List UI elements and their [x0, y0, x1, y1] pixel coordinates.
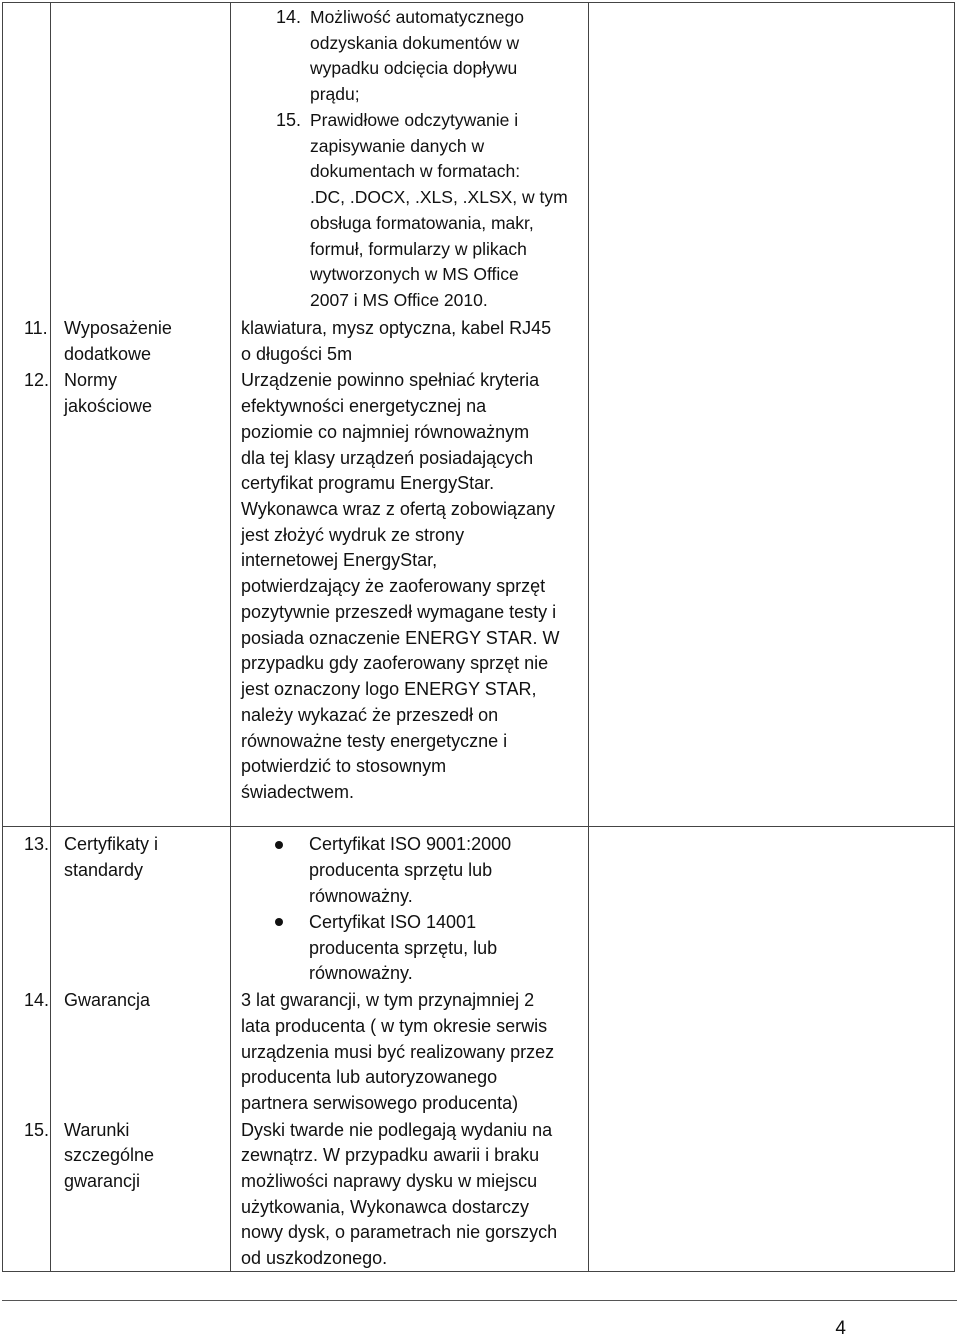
bullet-line: równoważny. [309, 963, 413, 983]
list-item-number: 15. [276, 110, 302, 130]
bullet-icon [275, 918, 283, 926]
row-number: 15. [24, 1120, 50, 1140]
row-label: Normy [64, 370, 117, 390]
row-content-line: internetowej EnergyStar, [241, 550, 438, 570]
list-item-line: obsługa formatowania, makr, [310, 213, 534, 233]
bullet-line: równoważny. [309, 886, 413, 906]
list-item-line: .DC, .DOCX, .XLS, .XLSX, w tym [310, 187, 568, 207]
row-label: jakościowe [64, 396, 153, 416]
row-label: gwarancji [64, 1171, 141, 1191]
row-label: Gwarancja [64, 990, 151, 1010]
row-content-line: urządzenia musi być realizowany przez [241, 1042, 555, 1062]
row-content-line: dla tej klasy urządzeń posiadających [241, 448, 534, 468]
list-item-line: Możliwość automatycznego [310, 7, 524, 27]
row-content-line: posiada oznaczenie ENERGY STAR. W [241, 628, 560, 648]
row-content-line: Dyski twarde nie podlegają wydaniu na [241, 1120, 553, 1140]
row-content-line: potwierdzający że zaoferowany sprzęt [241, 576, 546, 596]
row-content-line: certyfikat programu EnergyStar. [241, 473, 495, 493]
list-item-line: formuł, formularzy w plikach [310, 239, 527, 259]
list-item-line: Prawidłowe odczytywanie i [310, 110, 519, 130]
row-content-line: przypadku gdy zaoferowany sprzęt nie [241, 653, 549, 673]
bullet-line: producenta sprzętu, lub [309, 938, 498, 958]
row-label: Warunki [64, 1120, 130, 1140]
row-divider [2, 826, 955, 827]
footer-divider [2, 1300, 957, 1301]
column-divider [588, 2, 589, 1272]
row-content-line: od uszkodzonego. [241, 1248, 388, 1268]
row-content-line: jest oznaczony logo ENERGY STAR, [241, 679, 537, 699]
bullet-icon [275, 841, 283, 849]
list-item-line: odzyskania dokumentów w [310, 33, 520, 53]
row-content-line: Wykonawca wraz z ofertą zobowiązany [241, 499, 555, 519]
row-label: standardy [64, 860, 144, 880]
list-item-line: prądu; [310, 84, 360, 104]
row-label: dodatkowe [64, 344, 152, 364]
row-content-line: 3 lat gwarancji, w tym przynajmniej 2 [241, 990, 535, 1010]
list-item-line: zapisywanie danych w [310, 136, 485, 156]
row-label: Certyfikaty i [64, 834, 159, 854]
row-number: 12. [24, 370, 50, 390]
list-item-line: wypadku odcięcia dopływu [310, 58, 518, 78]
row-number: 11. [24, 318, 48, 338]
row-content-line: jest złożyć wydruk ze strony [241, 525, 465, 545]
bullet-line: Certyfikat ISO 9001:2000 [309, 834, 512, 854]
row-content-line: świadectwem. [241, 782, 355, 802]
row-number: 14. [24, 990, 50, 1010]
row-content-line: równoważne testy energetyczne i [241, 731, 508, 751]
row-content-line: producenta lub autoryzowanego [241, 1067, 498, 1087]
row-content-line: Urządzenie powinno spełniać kryteria [241, 370, 540, 390]
column-divider [50, 2, 51, 1272]
row-content-line: klawiatura, mysz optyczna, kabel RJ45 [241, 318, 552, 338]
list-item-line: dokumentach w formatach: [310, 161, 521, 181]
row-content-line: poziomie co najmniej równoważnym [241, 422, 530, 442]
row-content-line: należy wykazać że przeszedł on [241, 705, 499, 725]
bullet-line: Certyfikat ISO 14001 [309, 912, 477, 932]
list-item-line: 2007 i MS Office 2010. [310, 290, 488, 310]
row-content-line: o długości 5m [241, 344, 353, 364]
row-number: 13. [24, 834, 50, 854]
bullet-line: producenta sprzętu lub [309, 860, 493, 880]
row-content-line: lata producenta ( w tym okresie serwis [241, 1016, 548, 1036]
list-item-line: wytworzonych w MS Office [310, 264, 519, 284]
row-content-line: możliwości naprawy dysku w miejscu [241, 1171, 538, 1191]
row-content-line: użytkowania, Wykonawca dostarczy [241, 1197, 529, 1217]
row-label: Wyposażenie [64, 318, 172, 338]
row-content-line: nowy dysk, o parametrach nie gorszych [241, 1222, 558, 1242]
row-label: szczególne [64, 1145, 155, 1165]
row-content-line: efektywności energetycznej na [241, 396, 487, 416]
row-content-line: partnera serwisowego producenta) [241, 1093, 519, 1113]
list-item-number: 14. [276, 7, 302, 27]
row-content-line: zewnątrz. W przypadku awarii i braku [241, 1145, 540, 1165]
column-divider [230, 2, 231, 1272]
row-content-line: pozytywnie przeszedł wymagane testy i [241, 602, 557, 622]
page-number: 4 [835, 1318, 846, 1339]
row-content-line: potwierdzić to stosownym [241, 756, 447, 776]
